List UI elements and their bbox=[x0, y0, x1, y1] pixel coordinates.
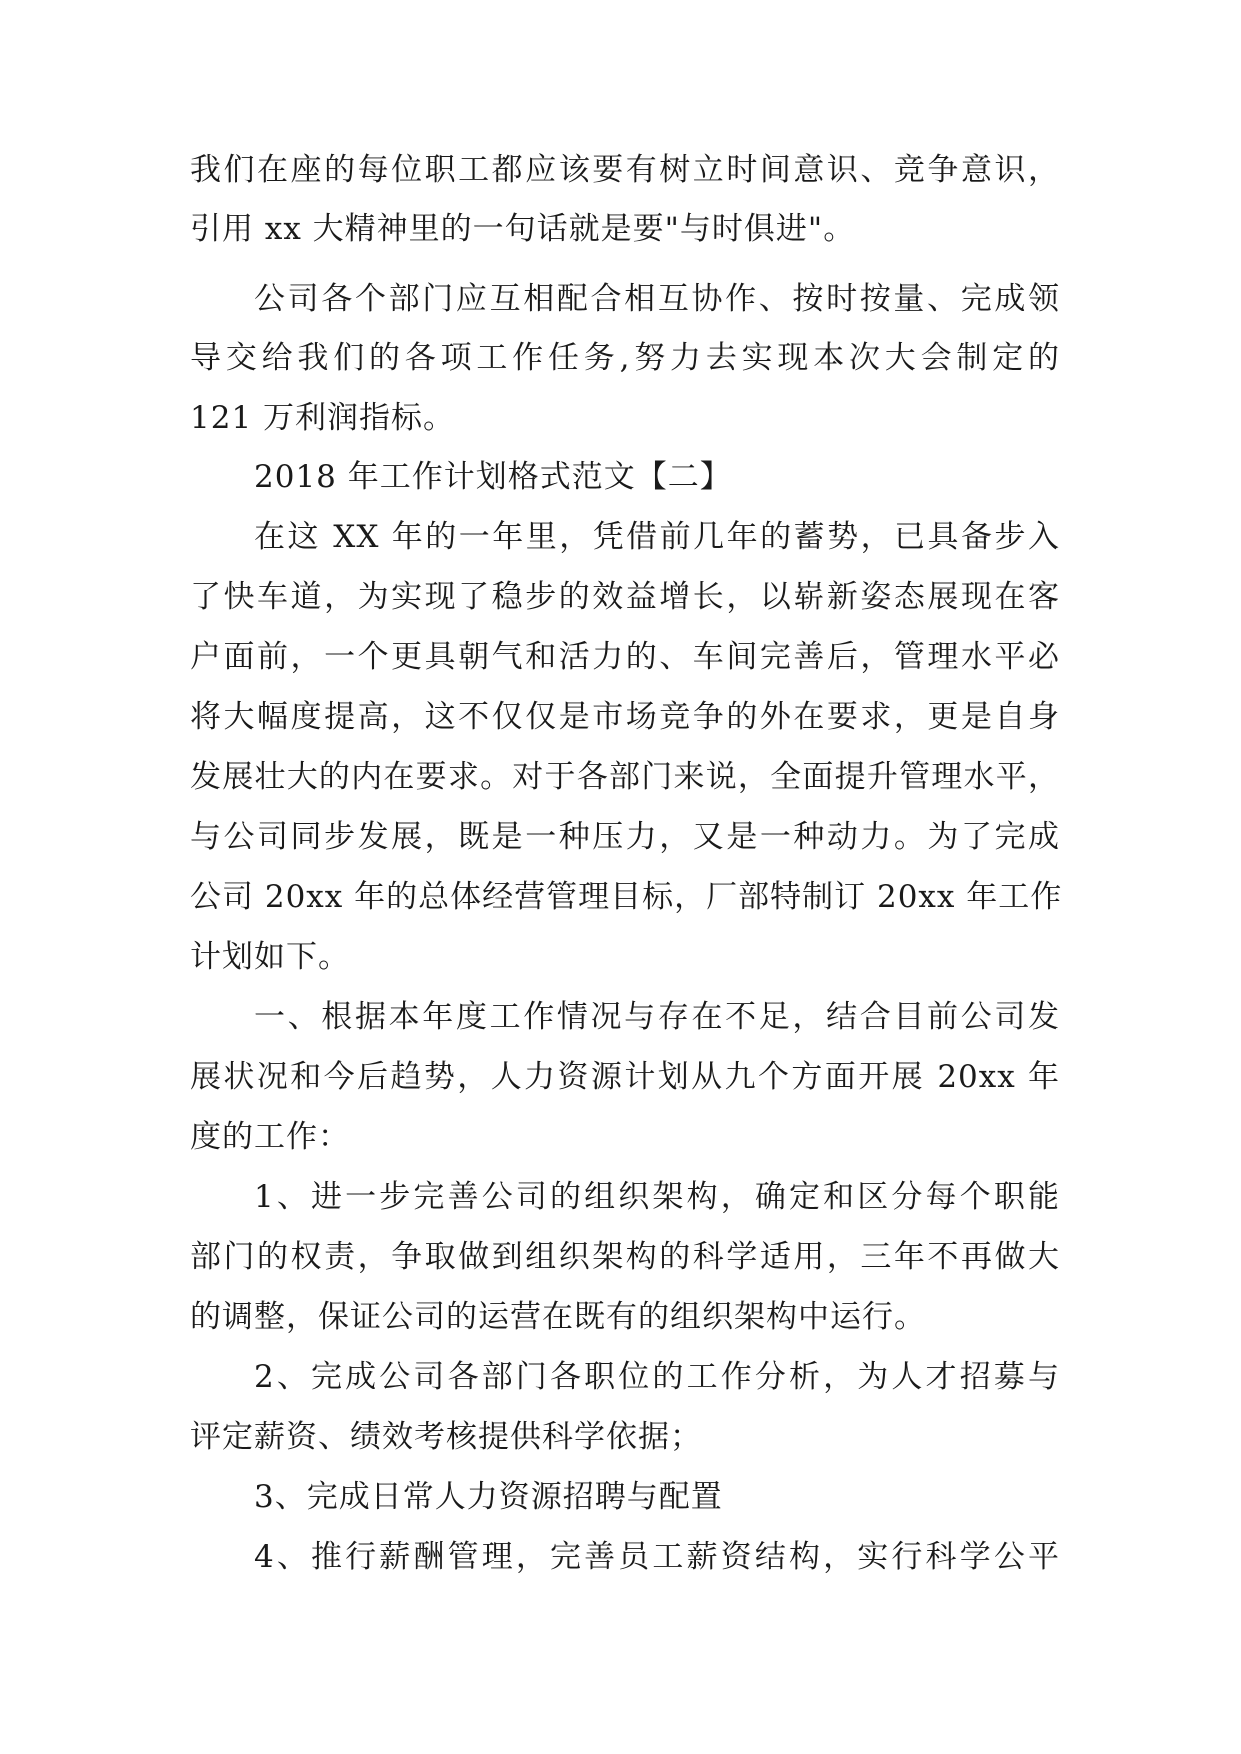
text-line: 展状况和今后趋势，人力资源计划从九个方面开展 20xx 年 bbox=[190, 1059, 1060, 1095]
paragraph-first-line: 一、根据本年度工作情况与存在不足，结合目前公司发 bbox=[254, 999, 1060, 1035]
text-line: 户面前，一个更具朝气和活力的、车间完善后，管理水平必 bbox=[190, 639, 1060, 675]
paragraph-first-line: 在这 XX 年的一年里，凭借前几年的蓄势，已具备步入 bbox=[254, 519, 1060, 555]
paragraph-first-line: 公司各个部门应互相配合相互协作、按时按量、完成领 bbox=[254, 281, 1060, 317]
text-line: 与公司同步发展，既是一种压力，又是一种动力。为了完成 bbox=[190, 819, 1060, 855]
text-line: 将大幅度提高，这不仅仅是市场竞争的外在要求，更是自身 bbox=[190, 699, 1060, 735]
text-line: 的调整，保证公司的运营在既有的组织架构中运行。 bbox=[190, 1299, 926, 1335]
text-line: 发展壮大的内在要求。对于各部门来说，全面提升管理水平， bbox=[190, 759, 1060, 795]
text-line: 121 万利润指标。 bbox=[190, 400, 456, 436]
list-item-first-line: 1、进一步完善公司的组织架构，确定和区分每个职能 bbox=[254, 1179, 1060, 1215]
text-line: 导交给我们的各项工作任务,努力去实现本次大会制定的 bbox=[190, 340, 1060, 376]
text-line: 度的工作： bbox=[190, 1119, 350, 1155]
text-line: 公司 20xx 年的总体经营管理目标，厂部特制订 20xx 年工作 bbox=[190, 879, 1063, 915]
text-line: 计划如下。 bbox=[190, 939, 350, 975]
section-heading: 2018 年工作计划格式范文【二】 bbox=[254, 459, 732, 495]
text-line: 我们在座的每位职工都应该要有树立时间意识、竞争意识， bbox=[190, 152, 1060, 188]
text-line: 部门的权责，争取做到组织架构的科学适用，三年不再做大 bbox=[190, 1239, 1060, 1275]
text-line: 了快车道，为实现了稳步的效益增长，以崭新姿态展现在客 bbox=[190, 579, 1060, 615]
list-item-first-line: 2、完成公司各部门各职位的工作分析，为人才招募与 bbox=[254, 1359, 1060, 1395]
list-item-first-line: 4、推行薪酬管理，完善员工薪资结构，实行科学公平 bbox=[254, 1539, 1060, 1575]
text-line: 引用 xx 大精神里的一句话就是要"与时俱进"。 bbox=[190, 211, 856, 247]
text-line: 评定薪资、绩效考核提供科学依据； bbox=[190, 1419, 702, 1455]
list-item-first-line: 3、完成日常人力资源招聘与配置 bbox=[254, 1479, 723, 1515]
